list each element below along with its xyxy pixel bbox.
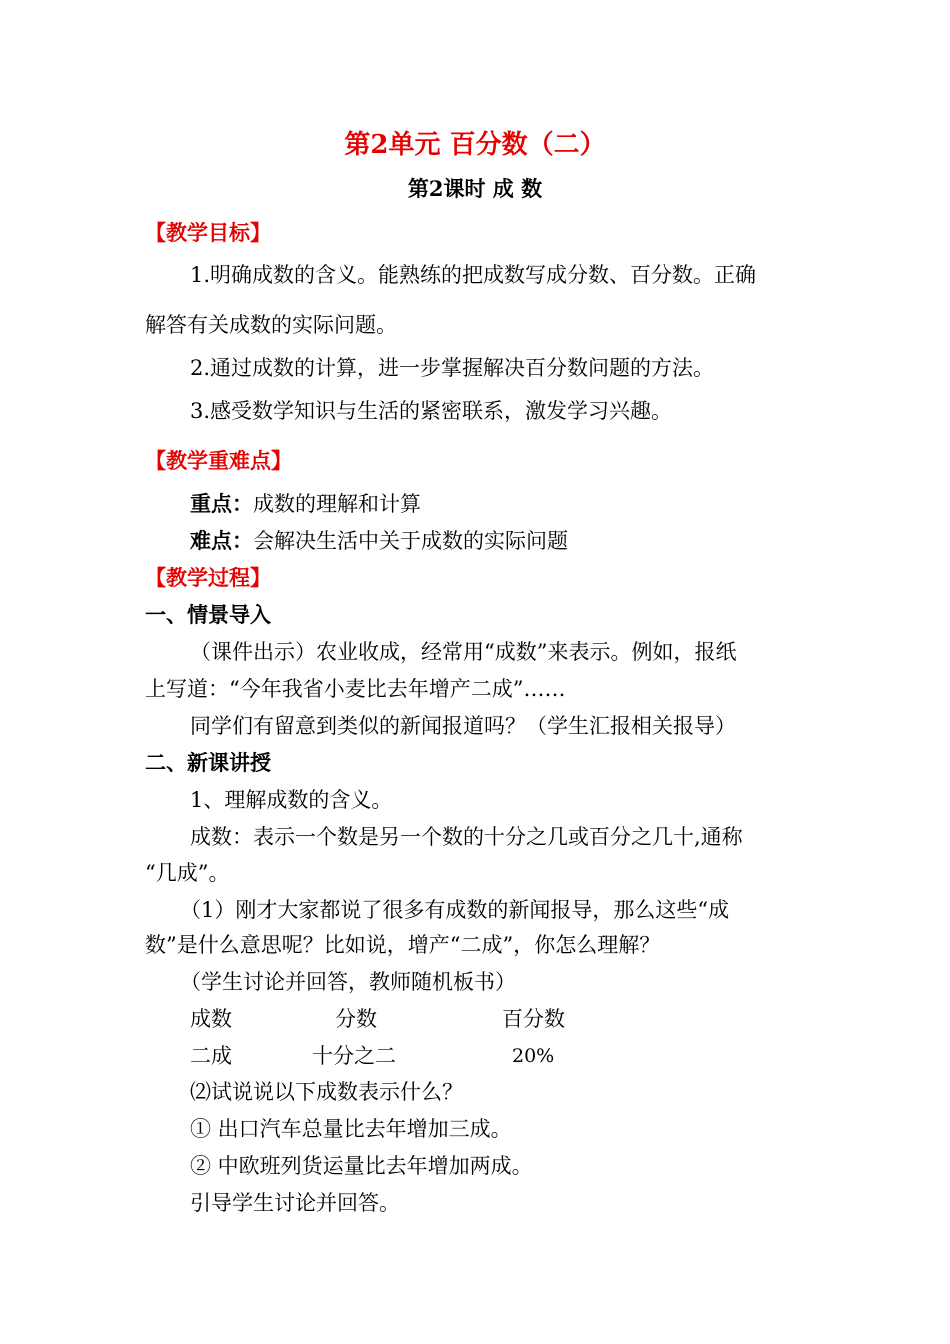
question-2-item-2: ② 中欧班列货运量比去年增加两成。 bbox=[190, 1154, 533, 1178]
question-1-line-1: （1）刚才大家都说了很多有成数的新闻报导，那么这些“成 bbox=[180, 898, 730, 922]
lesson-subtitle: 第2课时 成 数 bbox=[407, 176, 543, 201]
part-1-paragraph-2: 同学们有留意到类似的新闻报道吗？（学生汇报相关报导） bbox=[190, 714, 736, 738]
objective-1-line-2: 解答有关成数的实际问题。 bbox=[145, 313, 397, 337]
part-1-heading: 一、情景导入 bbox=[145, 602, 271, 627]
step-1: 1、理解成数的含义。 bbox=[190, 788, 393, 812]
objective-3: 3.感受数学知识与生活的紧密联系，激发学习兴趣。 bbox=[190, 399, 673, 423]
part-1-paragraph-1-line-2: 上写道：“今年我省小麦比去年增产二成”…… bbox=[145, 677, 566, 701]
focus-line bbox=[190, 489, 421, 519]
objective-2: 2.通过成数的计算，进一步掌握解决百分数问题的方法。 bbox=[190, 356, 715, 380]
key-points-header: 【教学重难点】 bbox=[145, 448, 292, 473]
table-header-cell: 成数 bbox=[190, 1007, 232, 1031]
question-1-note: （学生讨论并回答，教师随机板书） bbox=[180, 970, 516, 994]
question-2-item-1: ① 出口汽车总量比去年增加三成。 bbox=[190, 1117, 512, 1141]
page-title: 第2单元 百分数（二） bbox=[344, 130, 606, 160]
table-header-cell: 分数 bbox=[335, 1007, 377, 1031]
definition-line-1: 成数：表示一个数是另一个数的十分之几或百分之几十,通称 bbox=[190, 825, 743, 849]
difficulty-text: 会解决生活中关于成数的实际问题 bbox=[253, 529, 568, 553]
table-cell: 十分之二 bbox=[312, 1044, 396, 1068]
objective-1-line-1: 1.明确成数的含义。能熟练的把成数写成分数、百分数。正确 bbox=[190, 263, 757, 287]
table-cell: 二成 bbox=[190, 1044, 232, 1068]
table-cell: 20% bbox=[512, 1045, 555, 1067]
process-header: 【教学过程】 bbox=[145, 565, 271, 590]
table-header-cell: 百分数 bbox=[502, 1007, 565, 1031]
focus-label: 重点： bbox=[190, 491, 253, 516]
question-2: ⑵试说说以下成数表示什么？ bbox=[190, 1080, 463, 1104]
part-1-paragraph-1-line-1: （课件出示）农业收成，经常用“成数”来表示。例如，报纸 bbox=[190, 640, 737, 664]
guide-text: 引导学生讨论并回答。 bbox=[190, 1191, 400, 1215]
part-2-heading: 二、新课讲授 bbox=[145, 750, 271, 775]
difficulty-line bbox=[190, 526, 568, 556]
difficulty-label: 难点： bbox=[190, 528, 253, 553]
objectives-header: 【教学目标】 bbox=[145, 220, 271, 245]
focus-text: 成数的理解和计算 bbox=[253, 492, 421, 516]
question-1-line-2: 数”是什么意思呢？比如说，增产“二成”，你怎么理解？ bbox=[145, 933, 661, 957]
definition-line-2: “几成”。 bbox=[145, 861, 230, 885]
